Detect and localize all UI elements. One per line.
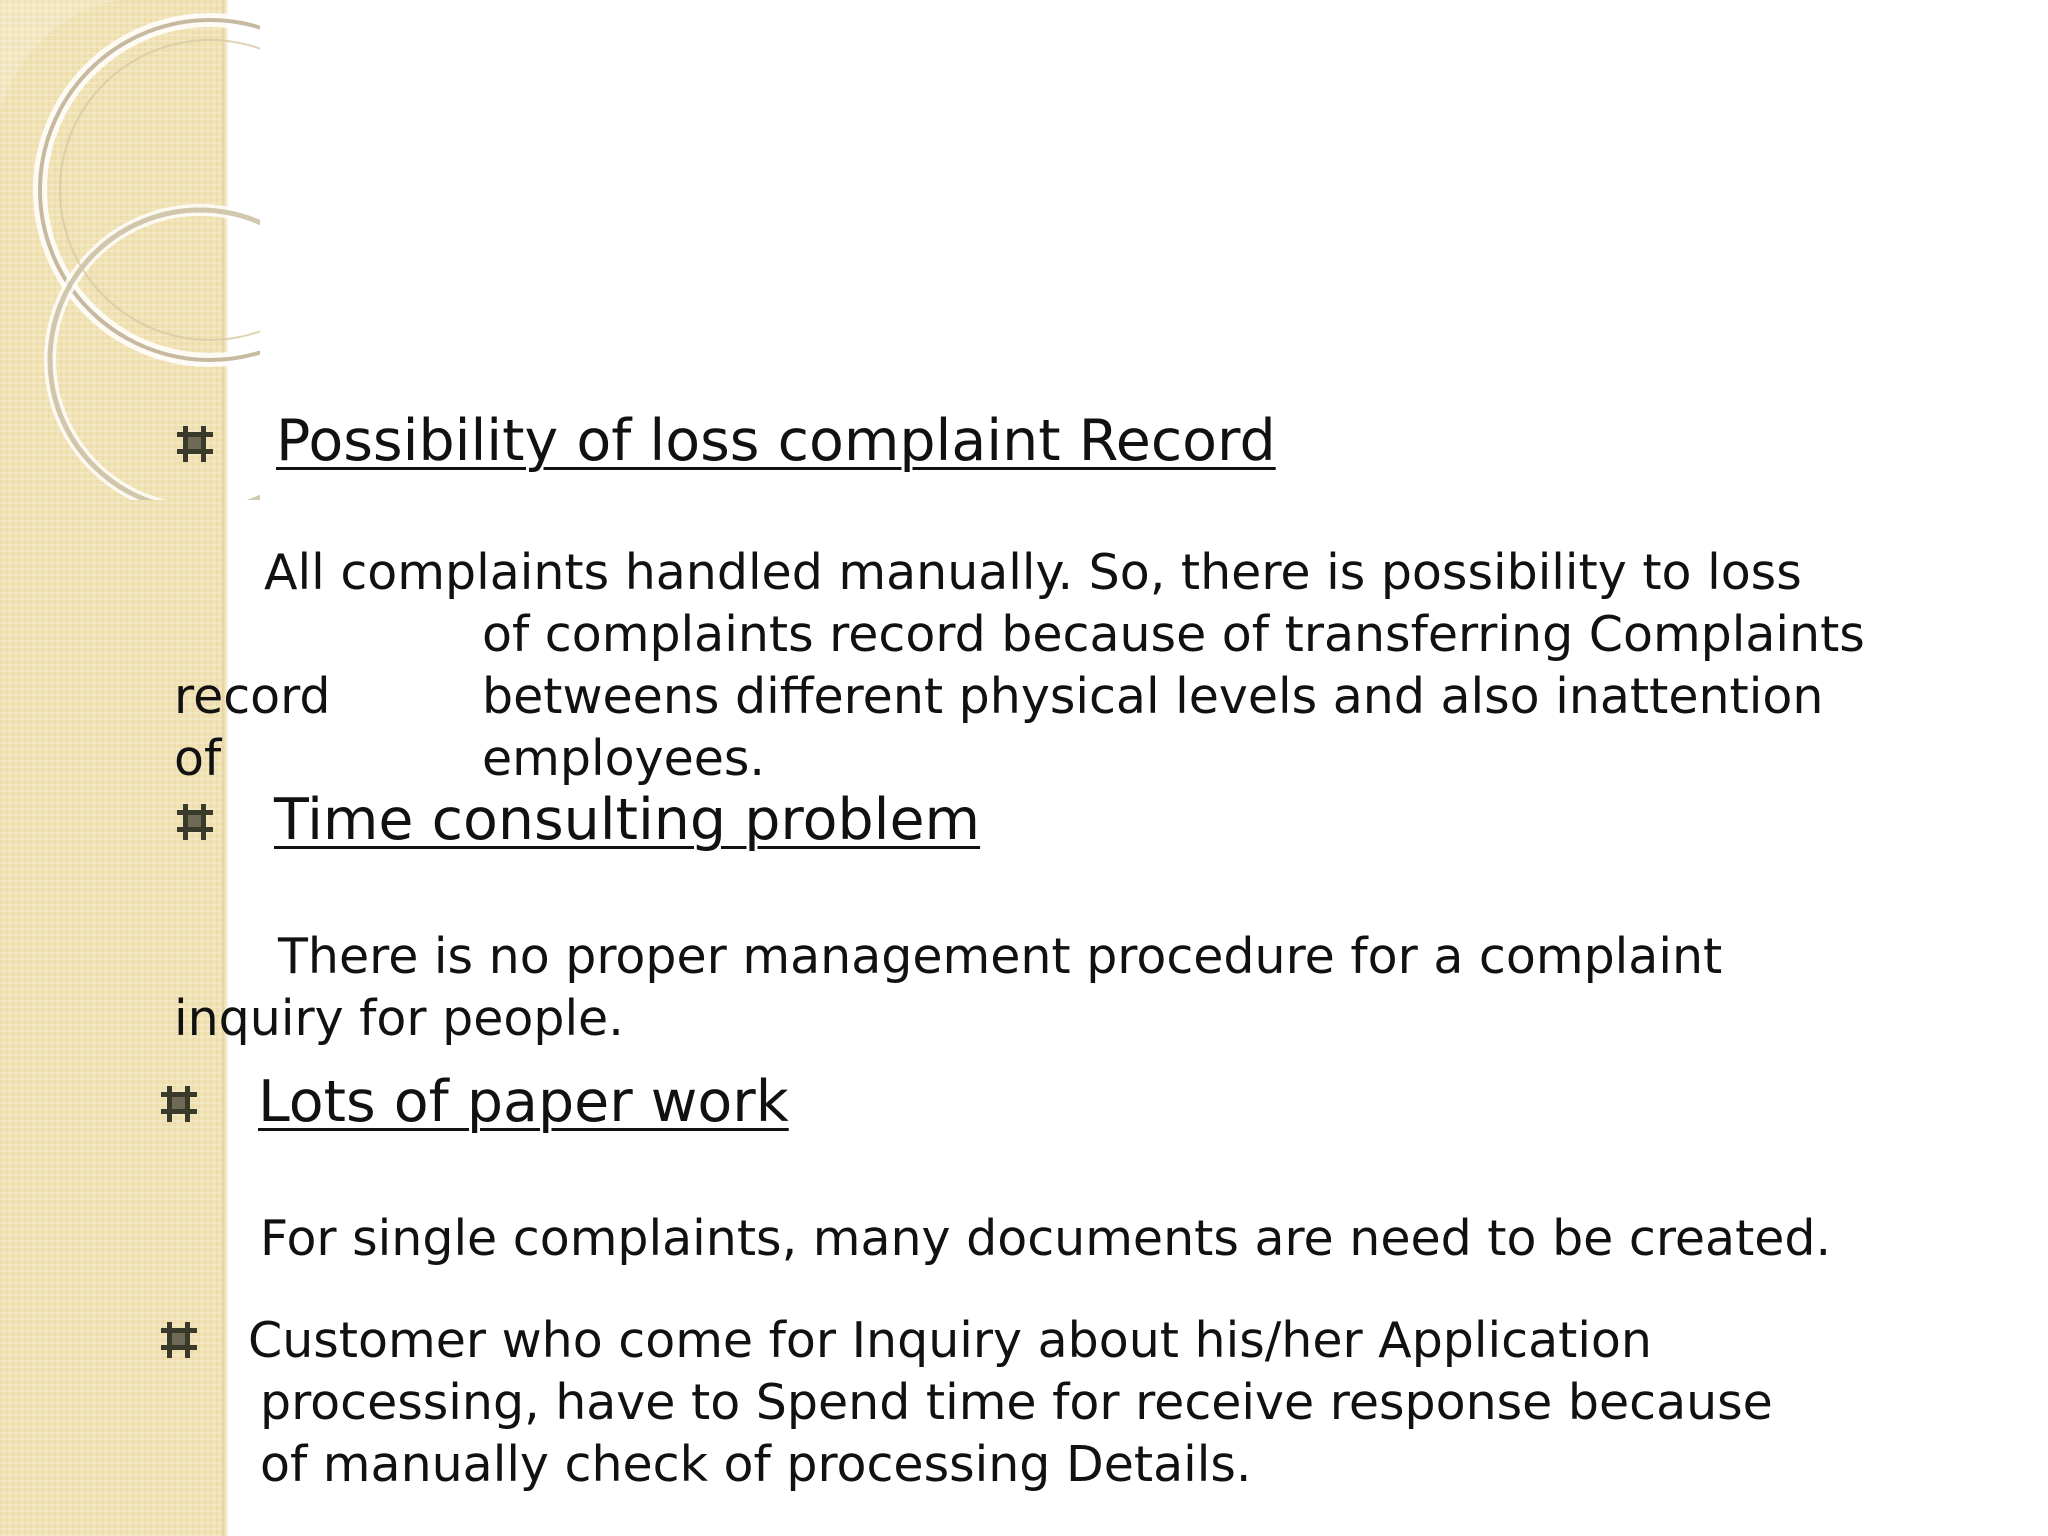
body-line: Customer who come for Inquiry about his/her Application bbox=[248, 1312, 1652, 1369]
hash-bullet-icon bbox=[174, 422, 218, 466]
body-line: For single complaints, many documents are need to be created. bbox=[260, 1210, 1832, 1267]
hash-bullet-icon bbox=[174, 800, 218, 844]
section-heading-time-problem: Time consulting problem bbox=[274, 787, 981, 853]
body-line: employees. bbox=[482, 730, 765, 787]
body-line: of manually check of processing Details. bbox=[260, 1436, 1252, 1493]
hash-bullet-icon bbox=[158, 1082, 202, 1126]
body-line: inquiry for people. bbox=[174, 990, 624, 1047]
body-line-lead: record bbox=[174, 668, 331, 725]
body-line-lead: of bbox=[174, 730, 222, 787]
decorative-rings-icon bbox=[0, 0, 260, 500]
body-line: processing, have to Spend time for receive response because bbox=[260, 1374, 1773, 1431]
body-line: of complaints record because of transferring Complaints bbox=[482, 606, 1865, 663]
section-heading-loss-record: Possibility of loss complaint Record bbox=[276, 408, 1276, 474]
body-line: All complaints handled manually. So, there is possibility to loss bbox=[264, 544, 1802, 601]
section-heading-paper-work: Lots of paper work bbox=[258, 1069, 789, 1135]
body-line: betweens different physical levels and also inattention bbox=[482, 668, 1824, 725]
hash-bullet-icon bbox=[158, 1318, 202, 1362]
body-line: There is no proper management procedure for a complaint bbox=[278, 928, 1723, 985]
